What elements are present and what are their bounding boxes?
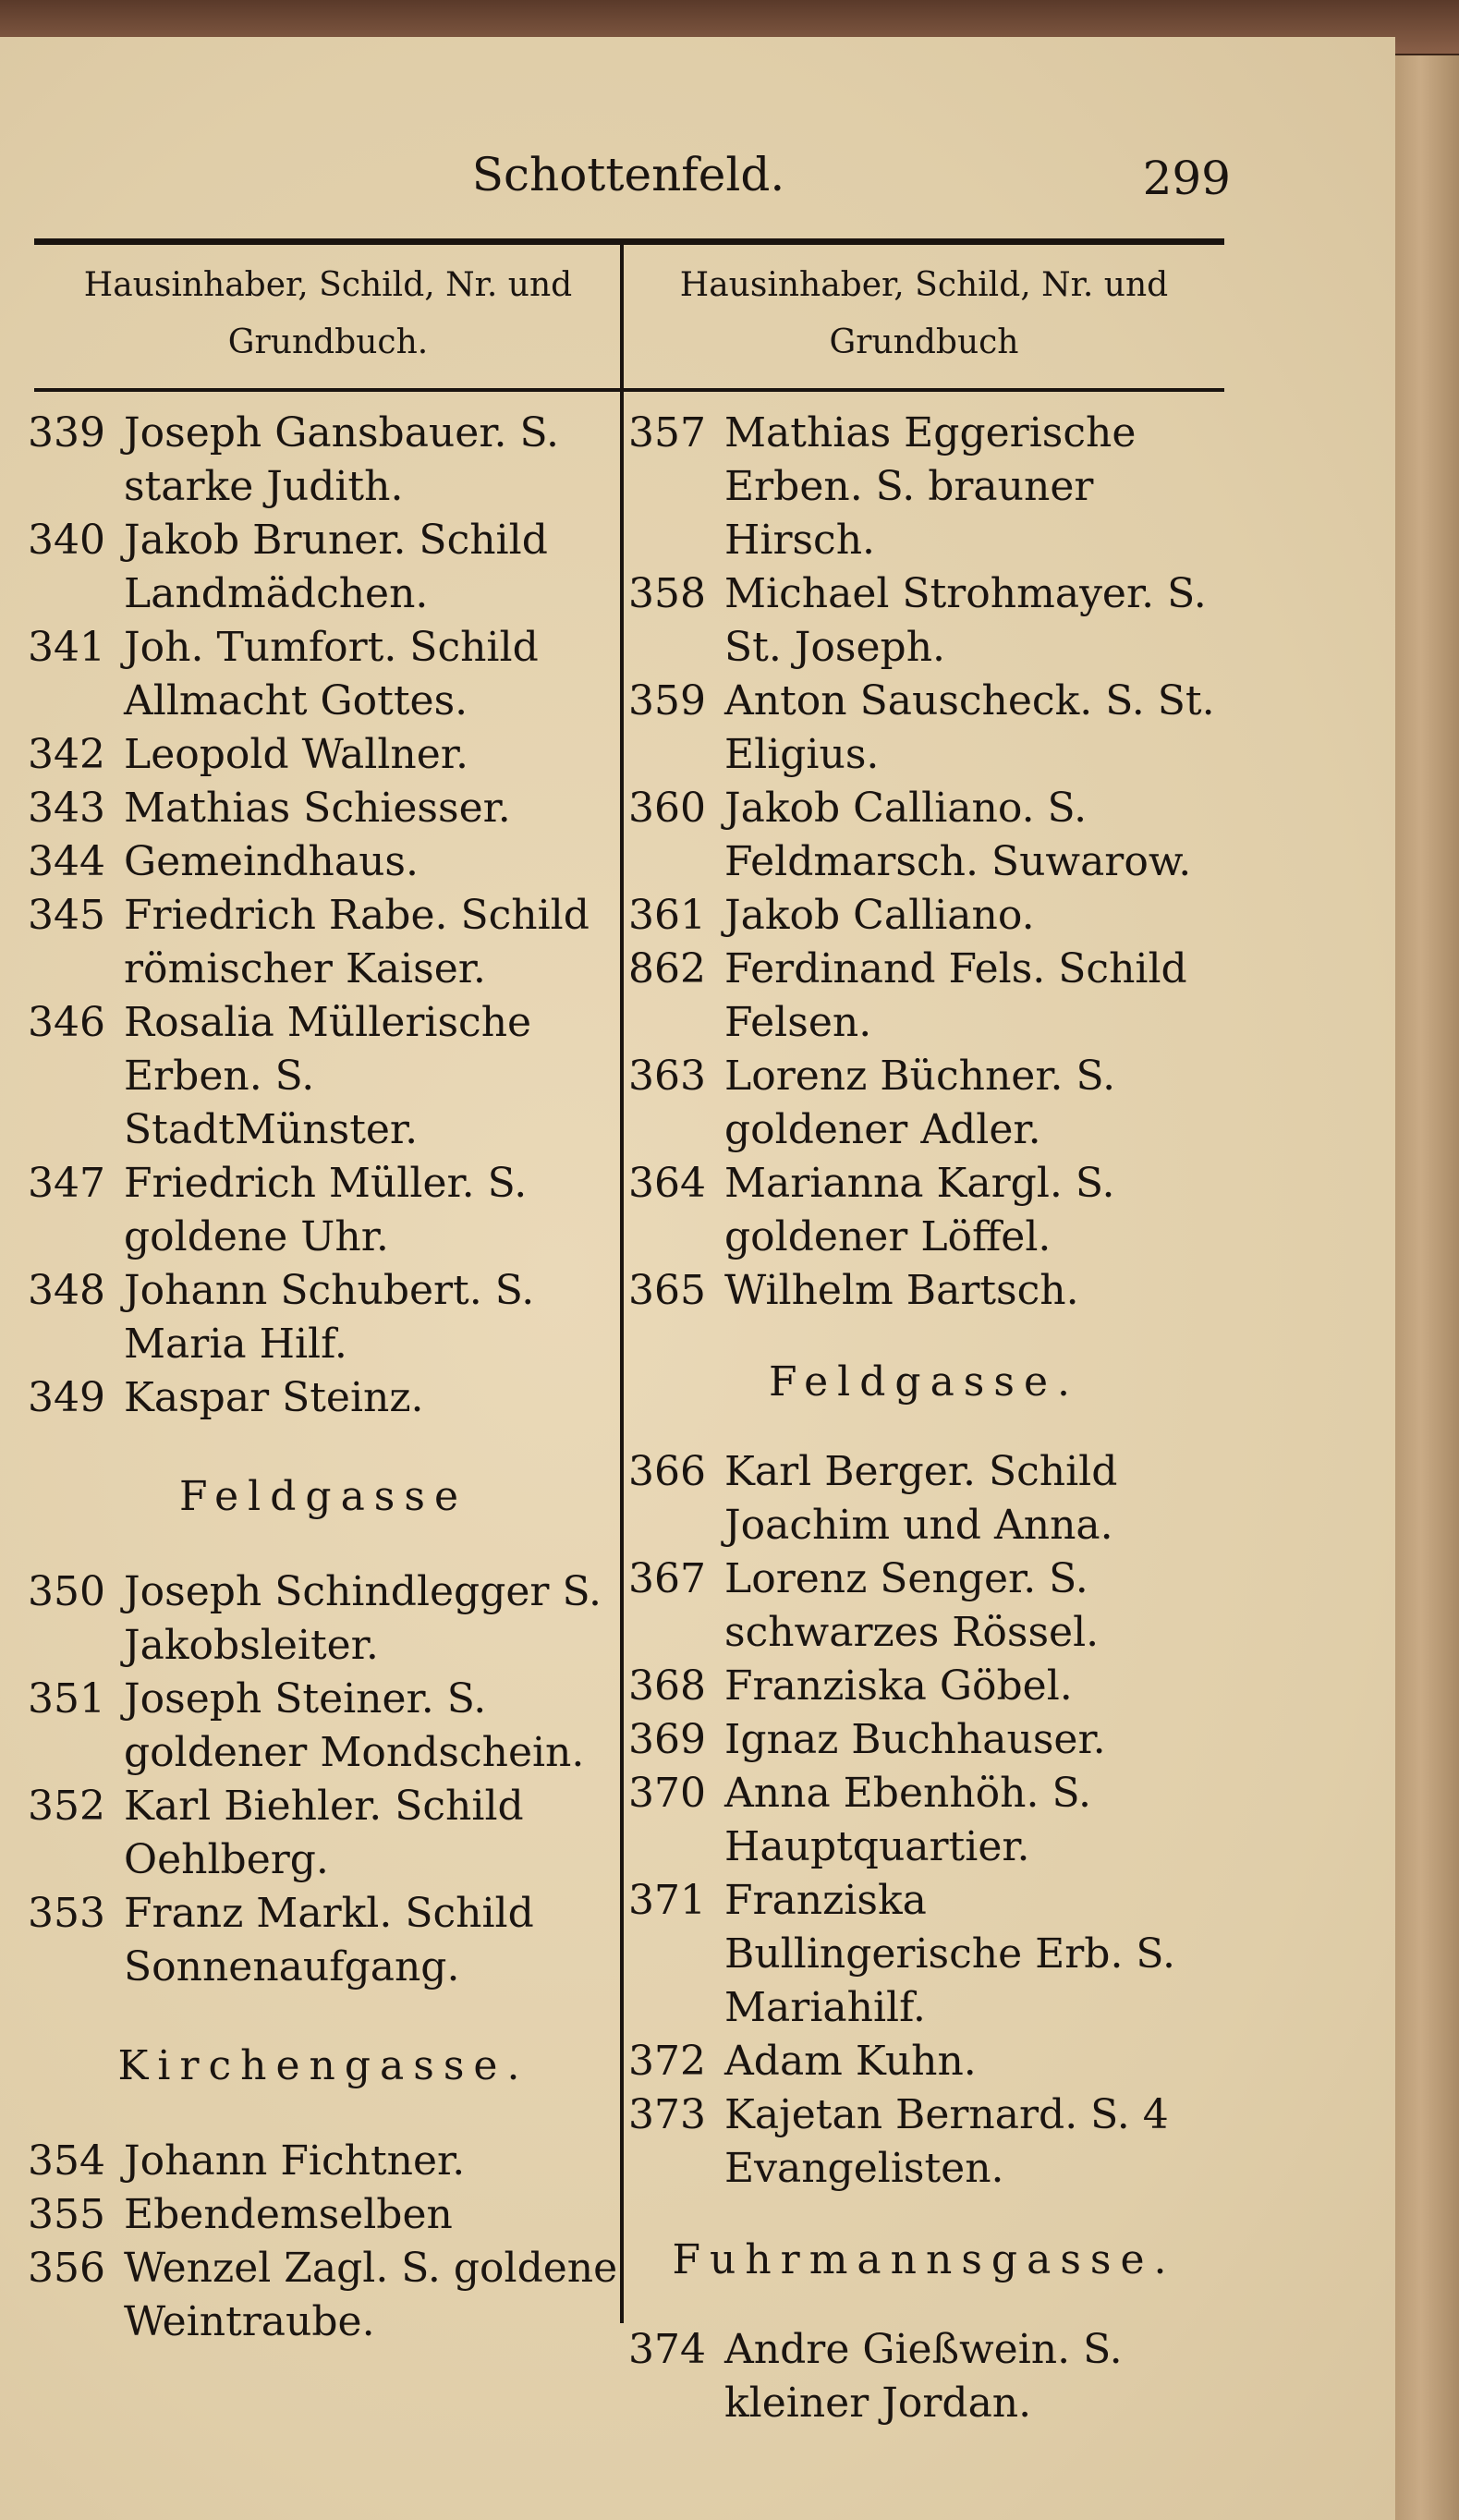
- owner-and-sign: Kaspar Steinz.: [124, 1374, 424, 1421]
- page-header: [28, 139, 1229, 213]
- house-number: 372: [628, 2038, 706, 2085]
- house-number: 346: [28, 999, 105, 1046]
- left-column: [28, 407, 619, 2349]
- section-heading: Kirchengasse.: [117, 2042, 529, 2089]
- owner-and-sign: Franziska Bullingerische Erb. S. Mariahilf.: [724, 1877, 1175, 2031]
- entry-list: [628, 2323, 1220, 2430]
- owner-and-sign: Leopold Wallner.: [124, 731, 468, 778]
- heading-rule: [34, 388, 1224, 392]
- house-number: 373: [628, 2091, 706, 2138]
- house-entry: [628, 1050, 1220, 1157]
- owner-and-sign: Franziska Göbel.: [724, 1662, 1073, 1710]
- owner-and-sign: Mathias Schiesser.: [124, 785, 511, 832]
- house-number: 348: [28, 1267, 105, 1314]
- house-entry: [628, 782, 1220, 889]
- house-number: 355: [28, 2191, 105, 2238]
- house-entry: [628, 1445, 1220, 1552]
- house-entry: [28, 2242, 619, 2349]
- house-number: 367: [628, 1555, 706, 1602]
- house-number: 359: [628, 677, 706, 724]
- house-number: 862: [628, 945, 706, 992]
- header-rule: [34, 238, 1224, 245]
- owner-and-sign: Mathias Eggerische Erben. S. brauner Hirsch.: [724, 409, 1137, 564]
- house-entry: [628, 2088, 1220, 2196]
- house-entry: [628, 889, 1220, 943]
- owner-and-sign: Johann Fichtner.: [124, 2137, 466, 2185]
- house-number: 374: [628, 2326, 706, 2373]
- house-number: 340: [28, 517, 105, 564]
- house-number: 369: [628, 1716, 706, 1763]
- owner-and-sign: Anna Ebenhöh. S. Hauptquartier.: [724, 1770, 1092, 1870]
- column-divider-head: [620, 242, 624, 390]
- page-edge: [1395, 55, 1459, 2520]
- house-entry: [628, 943, 1220, 1050]
- right-column: [628, 407, 1220, 2430]
- owner-and-sign: Marianna Kargl. S. goldener Löffel.: [724, 1160, 1115, 1260]
- house-entry: [28, 621, 619, 728]
- house-entry: [628, 1157, 1220, 1264]
- entry-list: [628, 1445, 1220, 2196]
- house-entry: [28, 1565, 619, 1673]
- house-entry: [28, 782, 619, 835]
- house-entry: [28, 1264, 619, 1371]
- owner-and-sign: Joseph Steiner. S. goldener Mondschein.: [124, 1675, 585, 1776]
- running-title: Schottenfeld.: [471, 148, 785, 201]
- house-number: 350: [28, 1568, 105, 1615]
- house-entry: [28, 728, 619, 782]
- owner-and-sign: Karl Biehler. Schild Oehlberg.: [124, 1783, 524, 1883]
- owner-and-sign: Lorenz Senger. S. schwarzes Rössel.: [724, 1555, 1100, 1656]
- house-number: 347: [28, 1160, 105, 1207]
- house-entry: [628, 407, 1220, 567]
- house-number: 370: [628, 1770, 706, 1817]
- house-number: 351: [28, 1675, 105, 1723]
- house-number: 339: [28, 409, 105, 457]
- owner-and-sign: Gemeindhaus.: [124, 838, 419, 885]
- house-number: 358: [628, 570, 706, 617]
- owner-and-sign: Friedrich Müller. S. goldene Uhr.: [124, 1160, 528, 1260]
- house-number: 366: [628, 1448, 706, 1495]
- house-entry: [28, 835, 619, 889]
- owner-and-sign: Andre Gießwein. S. kleiner Jordan.: [724, 2326, 1123, 2427]
- owner-and-sign: Jakob Calliano. S. Feldmarsch. Suwarow.: [724, 785, 1192, 885]
- house-entry: [28, 1887, 619, 1994]
- owner-and-sign: Friedrich Rabe. Schild römischer Kaiser.: [124, 892, 590, 992]
- house-entry: [28, 2135, 619, 2188]
- owner-and-sign: Adam Kuhn.: [724, 2038, 977, 2085]
- owner-and-sign: Johann Schubert. S. Maria Hilf.: [124, 1267, 535, 1368]
- house-number: 352: [28, 1783, 105, 1830]
- house-entry: [628, 1767, 1220, 1874]
- owner-and-sign: Ignaz Buchhauser.: [724, 1716, 1106, 1763]
- house-number: 365: [628, 1267, 706, 1314]
- house-number: 368: [628, 1662, 706, 1710]
- house-entry: [28, 514, 619, 621]
- house-number: 357: [628, 409, 706, 457]
- house-entry: [628, 1264, 1220, 1318]
- house-number: 356: [28, 2245, 105, 2292]
- house-entry: [628, 1552, 1220, 1660]
- owner-and-sign: Kajetan Bernard. S. 4 Evangelisten.: [724, 2091, 1169, 2192]
- house-number: 363: [628, 1053, 706, 1100]
- house-entry: [628, 567, 1220, 675]
- owner-and-sign: Jakob Calliano.: [724, 892, 1035, 939]
- owner-and-sign: Michael Strohmayer. S. St. Joseph.: [724, 570, 1207, 671]
- house-number: 343: [28, 785, 105, 832]
- house-entry: [628, 1660, 1220, 1713]
- owner-and-sign: Karl Berger. Schild Joachim und Anna.: [724, 1448, 1118, 1549]
- page-number: 299: [1142, 152, 1231, 205]
- owner-and-sign: Wilhelm Bartsch.: [724, 1267, 1079, 1314]
- owner-and-sign: Ebendemselben: [124, 2191, 453, 2238]
- owner-and-sign: Wenzel Zagl. S. goldene Weintraube.: [124, 2245, 618, 2345]
- house-number: 341: [28, 624, 105, 671]
- house-entry: [628, 2323, 1220, 2430]
- house-entry: [28, 889, 619, 996]
- house-entry: [28, 1157, 619, 1264]
- owner-and-sign: Rosalia Müllerische Erben. S. StadtMünster.: [124, 999, 532, 1153]
- house-number: 364: [628, 1160, 706, 1207]
- house-entry: [628, 2035, 1220, 2088]
- house-entry: [28, 407, 619, 514]
- house-number: 354: [28, 2137, 105, 2185]
- house-entry: [28, 1673, 619, 1780]
- house-number: 371: [628, 1877, 706, 1924]
- section-heading: Feldgasse: [179, 1473, 468, 1520]
- house-entry: [628, 675, 1220, 782]
- entry-list: [628, 407, 1220, 1318]
- owner-and-sign: Joseph Schindlegger S. Jakobsleiter.: [124, 1568, 602, 1669]
- house-number: 344: [28, 838, 105, 885]
- owner-and-sign: Joseph Gansbauer. S. starke Judith.: [124, 409, 560, 510]
- owner-and-sign: Lorenz Büchner. S. goldener Adler.: [724, 1053, 1116, 1153]
- house-number: 361: [628, 892, 706, 939]
- house-entry: [28, 2188, 619, 2242]
- house-number: 360: [628, 785, 706, 832]
- house-entry: [628, 1713, 1220, 1767]
- owner-and-sign: Ferdinand Fels. Schild Felsen.: [724, 945, 1187, 1046]
- house-entry: [628, 1874, 1220, 2035]
- right-column-heading: Hausinhaber, Schild, Nr. und Grundbuch: [679, 266, 1169, 361]
- section-heading: Fuhrmannsgasse.: [672, 2236, 1176, 2283]
- owner-and-sign: Franz Markl. Schild Sonnenaufgang.: [124, 1890, 534, 1990]
- entry-list: [28, 2135, 619, 2349]
- owner-and-sign: Jakob Bruner. Schild Landmädchen.: [124, 517, 548, 617]
- column-divider: [620, 392, 624, 2323]
- owner-and-sign: Anton Sauscheck. S. St. Eligius.: [724, 677, 1215, 778]
- entry-list: [28, 1565, 619, 1994]
- house-entry: [28, 996, 619, 1157]
- house-entry: [28, 1780, 619, 1887]
- house-number: 349: [28, 1374, 105, 1421]
- house-entry: [28, 1371, 619, 1425]
- house-number: 345: [28, 892, 105, 939]
- house-number: 342: [28, 731, 105, 778]
- left-column-heading: Hausinhaber, Schild, Nr. und Grundbuch.: [83, 266, 573, 361]
- entry-list: [28, 407, 619, 1425]
- house-number: 353: [28, 1890, 105, 1937]
- section-heading: Feldgasse.: [769, 1358, 1079, 1406]
- owner-and-sign: Joh. Tumfort. Schild Allmacht Gottes.: [124, 624, 539, 724]
